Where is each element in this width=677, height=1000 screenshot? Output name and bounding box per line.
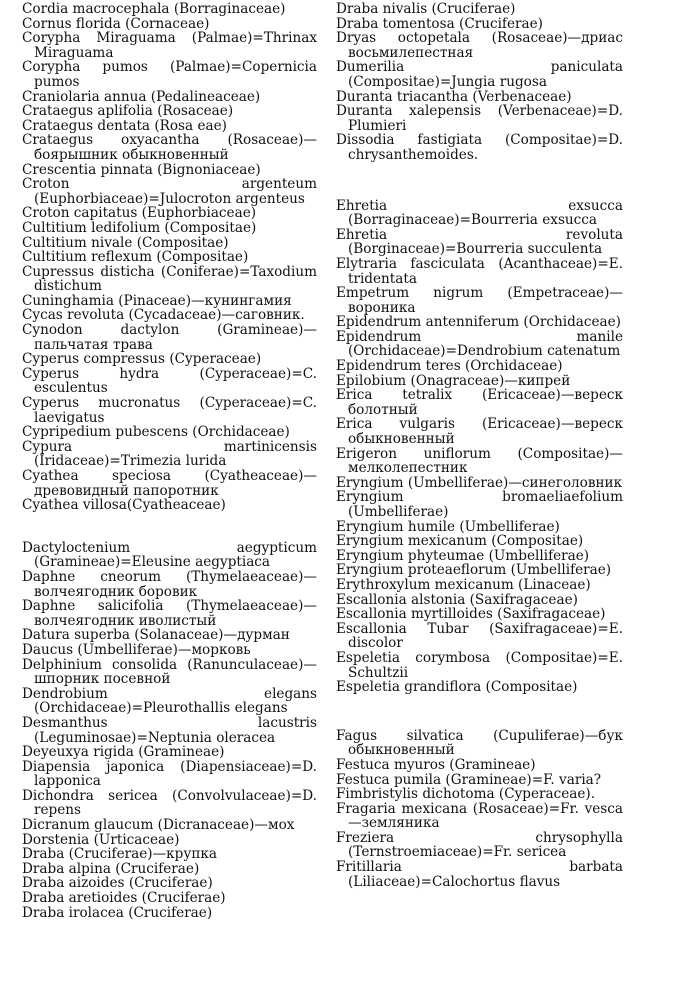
index-entry: Erigeron uniflorum (Compositae)—мелколепестник [336,445,623,477]
index-entry: Dissodia fastigiata (Compositae)=D. chrysanthemoides. [336,132,623,163]
index-entry: Cyperus mucronatus (Cyperaceae)=C. laevigatus [22,395,317,426]
index-entry: Dumerilia paniculata (Compositae)=Jungia rugosa [336,59,623,90]
index-entry: Draba tomentosa (Cruciferae) [336,15,543,32]
index-entry: Fritillaria barbata (Liliaceae)=Calochortus flavus [336,859,623,890]
index-entry: Corypha pumos (Palmae)=Copernicia pumos [22,59,317,90]
index-entry: Eryngium proteaeflorum (Umbelliferae) [336,562,612,579]
index-entry: Ehretia revoluta (Borginaceae)=Bourreria succulenta [336,226,623,258]
index-entry: Daphne cneorum (Thymelaeaceae)—волчеягодник боровик [22,568,317,600]
index-entry: Daphne salicifolia (Thymelaeaceae)—волчеягодник иволистый [22,598,317,629]
index-entry: Cultitium nivale (Compositae) [22,234,229,251]
index-entry: Empetrum nigrum (Empetraceae)—вороника [336,285,623,316]
index-entry: Crataegus aplifolia (Rosaceae) [22,103,234,120]
index-entry: Dendrobium elegans (Orchidaceae)=Pleurothallis elegans [22,685,317,717]
section-gap [336,163,623,199]
index-entry: Draba aizoides (Cruciferae) [22,875,213,892]
index-entry: Draba (Cruciferae)—крупка [22,846,218,863]
index-entry: Draba nivalis (Cruciferae) [336,1,516,17]
index-entry: Festuca myuros (Gramineae) [336,756,536,773]
index-entry: Delphinium consolida (Ranunculaceae)—шпорник посевной [22,656,317,688]
index-entry: Escallonia alstonia (Saxifragaceae) [336,591,578,608]
index-entry: Crataegus oxyacantha (Rosaceae)—боярышник обыкновенный [22,132,317,163]
index-entry: Cypripedium pubescens (Orchidaceae) [22,424,290,441]
index-entry: Epilobium (Onagraceae)—кипрей [336,372,571,389]
index-entry: Festuca pumila (Gramineae)=F. varia? [336,771,602,788]
index-entry: Croton argenteum (Euphorbiaceae)=Julocroton argenteus [22,176,317,207]
index-entry: Craniolaria annua (Pedalineaceae) [22,88,261,105]
index-entry: Diapensia japonica (Diapensiaceae)=D. lapponica [22,758,317,790]
index-entry: Epidendrum manile (Orchidaceae)=Dendrobium catenatum [336,328,623,360]
index-entry: Fagus silvatica (Cupuliferae)—бук обыкновенный [336,727,623,759]
index-entry: Dichondra sericea (Convolvulaceae)=D. repens [22,787,317,819]
index-entry: Eryngium (Umbelliferae)—синеголовник [336,474,623,491]
index-entry: Ehretia exsucca (Borraginaceae)=Bourreria exsucca [336,197,623,229]
index-entry: Draba alpina (Cruciferae) [22,860,200,877]
index-entry: Desmanthus lacustris (Leguminosae)=Neptunia oleracea [22,714,317,746]
index-entry: Escallonia Tubar (Saxifragaceae)=E. discolor [336,620,623,652]
left-column [22,2,317,920]
index-entry: Epidendrum teres (Orchidaceae) [336,358,563,375]
index-entry: Draba irolacea (Cruciferae) [22,904,213,921]
index-entry: Duranta triacantha (Verbenaceae) [336,88,572,105]
index-entry: Elytraria fasciculata (Acanthaceae)=E. tridentata [336,255,623,287]
index-entry: Espeletia grandiflora (Compositae) [336,679,578,696]
index-entry: Eryngium humile (Umbelliferae) [336,518,560,535]
index-entry: Erythroxylum mexicanum (Linaceae) [336,576,591,593]
index-entry: Dryas octopetala (Rosaceae)—дриас восьмилепестная [336,30,623,61]
index-entry: Freziera chrysophylla (Ternstroemiaceae)=Fr. sericea [336,829,623,861]
index-entry: Eryngium bromaeliaefolium (Umbelliferae) [336,489,623,520]
index-entry: Cornus florida (Cornaceae) [22,15,210,32]
index-entry: Dicranum glaucum (Dicranaceae)—мох [22,817,295,834]
index-entry: Erica vulgaris (Ericaceae)—вереск обыкновенный [336,416,623,448]
index-entry: Cultitium reflexum (Compositae) [22,249,249,266]
index-entry: Fragaria mexicana (Rosaceae)=Fr. vesca—земляника [336,800,623,832]
index-entry: Dorstenia (Urticaceae) [22,831,180,848]
section-gap [336,695,623,729]
index-entry: Cycas revoluta (Cycadaceae)—саговник. [22,307,305,324]
index-entry: Daucus (Umbelliferae)—морковь [22,641,251,658]
index-entry: Cypura martinicensis (Iridaceae)=Trimezia lurida [22,438,317,470]
index-entry: Cyperus hydra (Cyperaceae)=C. esculentus [22,365,317,397]
index-entry: Cultitium ledifolium (Compositae) [22,219,257,236]
index-entry: Eryngium mexicanum (Compositae) [336,533,584,550]
index-entry: Cyathea speciosa (Cyatheaceae)—древовидный папоротник [22,468,317,499]
index-entry: Erica tetralix (Ericaceae)—вереск болотный [336,387,623,418]
index-entry: Fimbristylis dichotoma (Cyperaceae). [336,786,596,803]
index-entry: Espeletia corymbosa (Compositae)=E. Schultzii [336,649,623,681]
index-entry: Cupressus disticha (Coniferae)=Taxodium distichum [22,263,317,295]
index-entry: Crescentia pinnata (Bignoniaceae) [22,161,261,178]
index-entry: Escallonia myrtilloides (Saxifragaceae) [336,606,606,623]
index-entry: Duranta xalepensis (Verbenaceae)=D. Plumieri [336,103,623,134]
index-entry: Cynodon dactylon (Gramineae)—пальчатая трава [22,322,317,353]
index-entry: Deyeuxya rigida (Gramineae) [22,744,225,761]
index-entry: Datura superba (Solanaceae)—дурман [22,627,290,644]
section-gap [22,513,317,541]
index-entry: Draba aretioides (Cruciferae) [22,890,226,907]
index-entry: Cyperus compressus (Cyperaceae) [22,351,262,368]
index-entry: Croton capitatus (Euphorbiaceae) [22,205,257,222]
index-entry: Cordia macrocephala (Borraginaceae) [22,1,286,17]
right-column [336,2,623,889]
index-entry: Eryngium phyteumae (Umbelliferae) [336,547,590,564]
index-entry: Crataegus dentata (Rosa eae) [22,117,227,134]
index-entry: Cyathea villosa(Cyatheaceae) [22,497,226,514]
index-entry: Corypha Miraguama (Palmae)=Thrinax Miraguama [22,30,317,61]
index-entry: Epidendrum antenniferum (Orchidaceae) [336,314,621,331]
index-entry: Cuninghamia (Pinaceae)—кунингамия [22,292,292,309]
index-entry: Dactyloctenium aegypticum (Gramineae)=Eleusine aegyptiaca [22,539,317,571]
